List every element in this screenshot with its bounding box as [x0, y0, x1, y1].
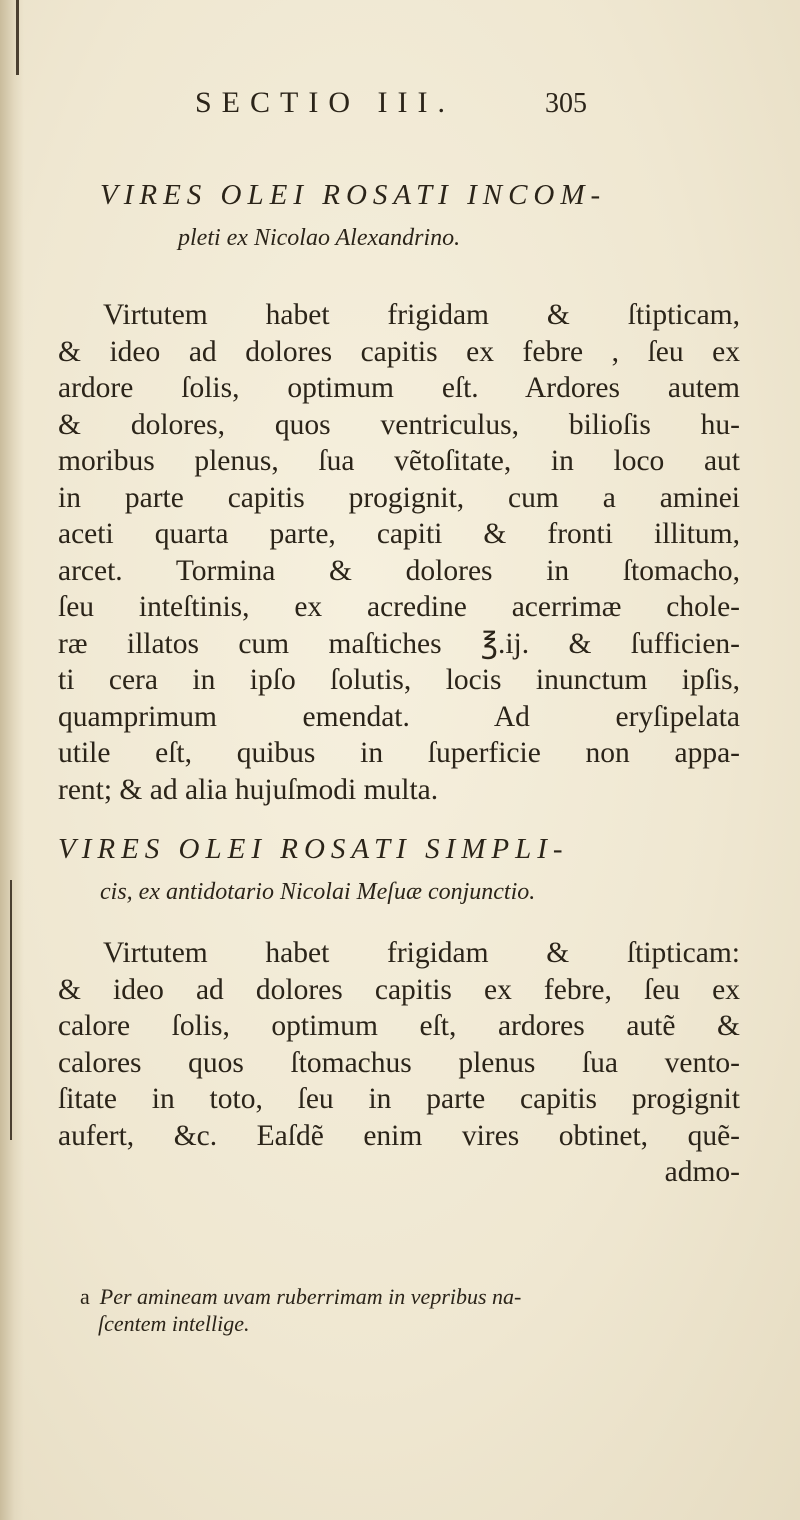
footnote	[80, 1283, 740, 1337]
text-line: aufert, &c. Eaſdẽ enim vires obtinet, quẽ-	[58, 1119, 740, 1152]
text-line: calores quos ſtomachus plenus ſua vento-	[58, 1046, 740, 1079]
text-line: & ideo ad dolores capitis ex febre , ſeu ex	[58, 335, 740, 368]
text-line: utile eſt, quibus in ſuperficie non appa-	[58, 737, 740, 769]
footnote-line	[80, 1283, 740, 1310]
text-line: arcet. Tormina & dolores in ſtomacho,	[58, 554, 740, 587]
text-line: admo-	[664, 1156, 740, 1188]
text-line: ardore ſolis, optimum eſt. Ardores autem	[58, 372, 740, 404]
text-line: calore ſolis, optimum eſt, ardores autẽ &	[58, 1010, 740, 1042]
footnote-marker: a	[80, 1284, 90, 1309]
text-line: moribus plenus, ſua vẽtoſitate, in loco aut	[58, 445, 740, 477]
section-title-rosati-incompleti: VIRES OLEI ROSATI INCOM-	[100, 179, 607, 211]
section-body-rosati-incompleti	[58, 297, 740, 808]
text-line: & dolores, quos ventriculus, bilioſis hu-	[58, 408, 740, 441]
text-line: Virtutem habet frigidam & ſtipticam,	[103, 299, 740, 331]
text-line: rent; & ad alia hujuſmodi multa.	[58, 773, 439, 806]
text-line: aceti quarta parte, capiti & fronti illitum,	[58, 518, 740, 550]
section-body-rosati-simplicis	[58, 935, 740, 1191]
text-line: ſitate in toto, ſeu in parte capitis progignit	[58, 1083, 740, 1115]
text-line: ſeu inteſtinis, ex acredine acerrimæ chole-	[58, 591, 740, 623]
section-subtitle-rosati-incompleti: pleti ex Nicolao Alexandrino.	[178, 225, 461, 251]
text-line: & ideo ad dolores capitis ex febre, ſeu ex	[58, 973, 740, 1006]
page-number: 305	[545, 88, 587, 119]
text-line: ti cera in ipſo ſolutis, locis inunctum ipſis,	[58, 664, 740, 696]
section-title-rosati-simplicis: VIRES OLEI ROSATI SIMPLI-	[58, 833, 569, 865]
running-head: SECTIO III.	[195, 86, 455, 119]
text-line: in parte capitis progignit, cum a aminei	[58, 481, 740, 514]
footnote-line: ſcentem intellige.	[98, 1311, 250, 1336]
page-gutter	[0, 0, 24, 1520]
section-subtitle-rosati-simplicis: cis, ex antidotario Nicolai Meſuæ conjunctio.	[100, 879, 536, 905]
text-line: ræ illatos cum maſtiches ℥.ij. & ſufficien-	[58, 627, 740, 660]
text-line: quamprimum emendat. Ad eryſipelata	[58, 700, 740, 733]
footnote-text: Per amineam uvam ruberrimam in vepribus na-	[99, 1284, 522, 1309]
gutter-edge-line	[16, 0, 19, 75]
gutter-edge-line	[10, 880, 12, 1140]
text-line: Virtutem habet frigidam & ſtipticam:	[103, 937, 740, 969]
